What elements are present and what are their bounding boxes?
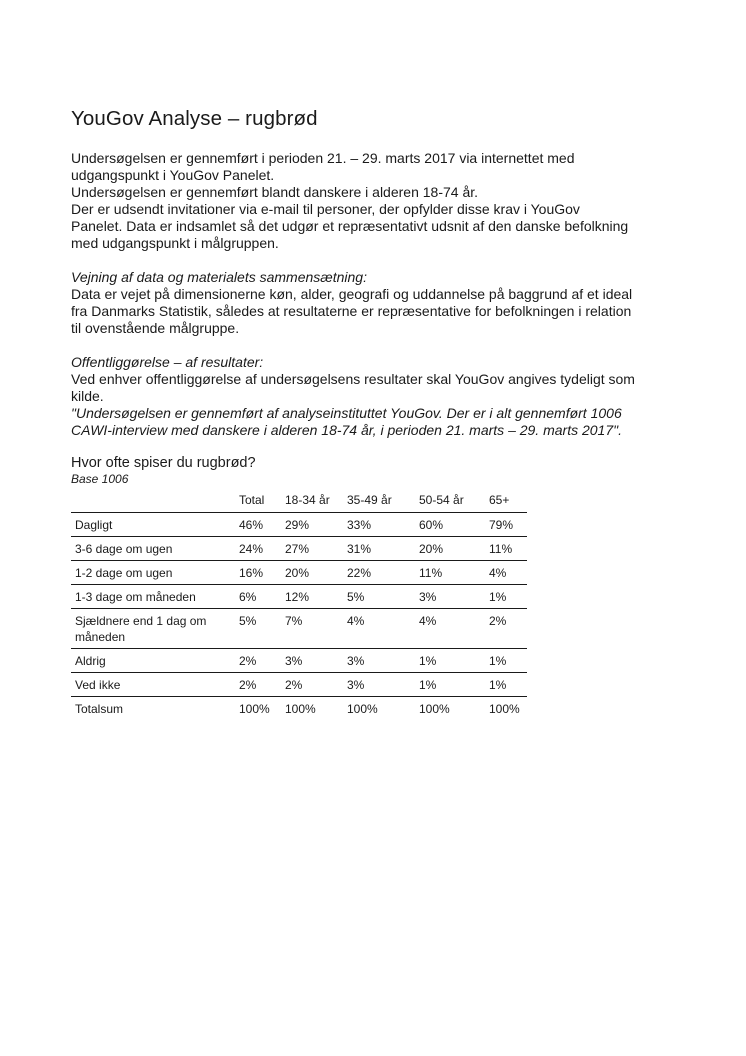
publication-heading: Offentliggørelse – af resultater: xyxy=(71,354,264,370)
cell-value: 60% xyxy=(415,513,485,537)
row-label: Ved ikke xyxy=(71,673,235,697)
document-page xyxy=(71,106,691,720)
table-row xyxy=(71,513,527,537)
row-label: Dagligt xyxy=(71,513,235,537)
publication-line: kilde. xyxy=(71,388,104,404)
results-table xyxy=(71,487,527,720)
cell-value: 16% xyxy=(235,561,281,585)
column-header-35-49: 35-49 år xyxy=(347,493,392,507)
row-label: 1-3 dage om måneden xyxy=(71,585,235,609)
table-row xyxy=(71,585,527,609)
cell-value: 3% xyxy=(343,673,415,697)
intro-line: med udgangspunkt i målgruppen. xyxy=(71,235,279,251)
weighting-line: Data er vejet på dimensionerne køn, alder, geografi og uddannelse på baggrund af et ideal xyxy=(71,286,633,302)
row-label: Totalsum xyxy=(71,697,235,721)
cell-value: 29% xyxy=(281,513,343,537)
cell-value: 4% xyxy=(485,561,527,585)
cell-value: 20% xyxy=(281,561,343,585)
table-header-row xyxy=(71,487,527,513)
intro-line: Undersøgelsen er gennemført blandt danskere i alderen 18-74 år. xyxy=(71,184,479,200)
cell-value: 5% xyxy=(343,585,415,609)
cell-value: 12% xyxy=(281,585,343,609)
cell-value: 3% xyxy=(415,585,485,609)
document-title: YouGov Analyse – rugbrød xyxy=(71,107,318,130)
intro-line: udgangspunkt i YouGov Panelet. xyxy=(71,167,275,183)
cell-value: 6% xyxy=(235,585,281,609)
cell-value: 22% xyxy=(343,561,415,585)
column-header-65-plus: 65+ xyxy=(489,493,510,507)
cell-value: 1% xyxy=(485,585,527,609)
cell-value: 2% xyxy=(235,649,281,673)
cell-value: 2% xyxy=(485,609,527,649)
citation-quote-line: CAWI-interview med danskere i alderen 18-74 år, i perioden 21. marts – 29. marts 2017". xyxy=(71,422,622,438)
cell-value: 2% xyxy=(281,673,343,697)
row-label: Aldrig xyxy=(71,649,235,673)
table-row xyxy=(71,649,527,673)
weighting-line: til ovenstående målgruppe. xyxy=(71,320,240,336)
column-header-18-34: 18-34 år xyxy=(285,493,330,507)
table-total-row xyxy=(71,697,527,721)
weighting-section xyxy=(71,269,691,337)
publication-line: Ved enhver offentliggørelse af undersøgelsens resultater skal YouGov angives tydeligt som xyxy=(71,371,635,387)
cell-value: 11% xyxy=(485,537,527,561)
table-row xyxy=(71,561,527,585)
cell-value: 100% xyxy=(281,697,343,721)
weighting-heading: Vejning af data og materialets sammensætning: xyxy=(71,269,367,285)
cell-value: 100% xyxy=(235,697,281,721)
cell-value: 1% xyxy=(485,673,527,697)
cell-value: 5% xyxy=(235,609,281,649)
cell-value: 4% xyxy=(415,609,485,649)
cell-value: 46% xyxy=(235,513,281,537)
cell-value: 3% xyxy=(281,649,343,673)
intro-line: Der er udsendt invitationer via e-mail til personer, der opfylder disse krav i YouGov xyxy=(71,201,580,217)
column-header-label xyxy=(71,487,235,513)
cell-value: 33% xyxy=(343,513,415,537)
row-label: 3-6 dage om ugen xyxy=(71,537,235,561)
cell-value: 3% xyxy=(343,649,415,673)
intro-line: Undersøgelsen er gennemført i perioden 21. – 29. marts 2017 via internettet med xyxy=(71,150,575,166)
intro-line: Panelet. Data er indsamlet så det udgør et repræsentativt udsnit af den danske befolkning xyxy=(71,218,629,234)
cell-value: 24% xyxy=(235,537,281,561)
table-row xyxy=(71,537,527,561)
cell-value: 79% xyxy=(485,513,527,537)
cell-value: 4% xyxy=(343,609,415,649)
cell-value: 2% xyxy=(235,673,281,697)
cell-value: 7% xyxy=(281,609,343,649)
row-label: Sjældnere end 1 dag om måneden xyxy=(71,609,235,649)
cell-value: 27% xyxy=(281,537,343,561)
cell-value: 100% xyxy=(415,697,485,721)
citation-quote-line: "Undersøgelsen er gennemført af analyseinstituttet YouGov. Der er i alt gennemført 1006 xyxy=(71,405,622,421)
cell-value: 100% xyxy=(485,697,527,721)
survey-table-section xyxy=(71,454,691,720)
cell-value: 31% xyxy=(343,537,415,561)
survey-base: Base 1006 xyxy=(71,472,129,486)
cell-value: 11% xyxy=(415,561,485,585)
column-header-total: Total xyxy=(239,493,265,507)
survey-question: Hvor ofte spiser du rugbrød? xyxy=(71,455,256,471)
column-header-50-54: 50-54 år xyxy=(419,493,464,507)
table-row xyxy=(71,609,527,649)
publication-section xyxy=(71,354,691,439)
cell-value: 100% xyxy=(343,697,415,721)
intro-section xyxy=(71,150,691,252)
weighting-line: fra Danmarks Statistik, således at resultaterne er repræsentative for befolkningen i relation xyxy=(71,303,632,319)
row-label: 1-2 dage om ugen xyxy=(71,561,235,585)
cell-value: 20% xyxy=(415,537,485,561)
cell-value: 1% xyxy=(415,649,485,673)
table-row xyxy=(71,673,527,697)
cell-value: 1% xyxy=(415,673,485,697)
cell-value: 1% xyxy=(485,649,527,673)
